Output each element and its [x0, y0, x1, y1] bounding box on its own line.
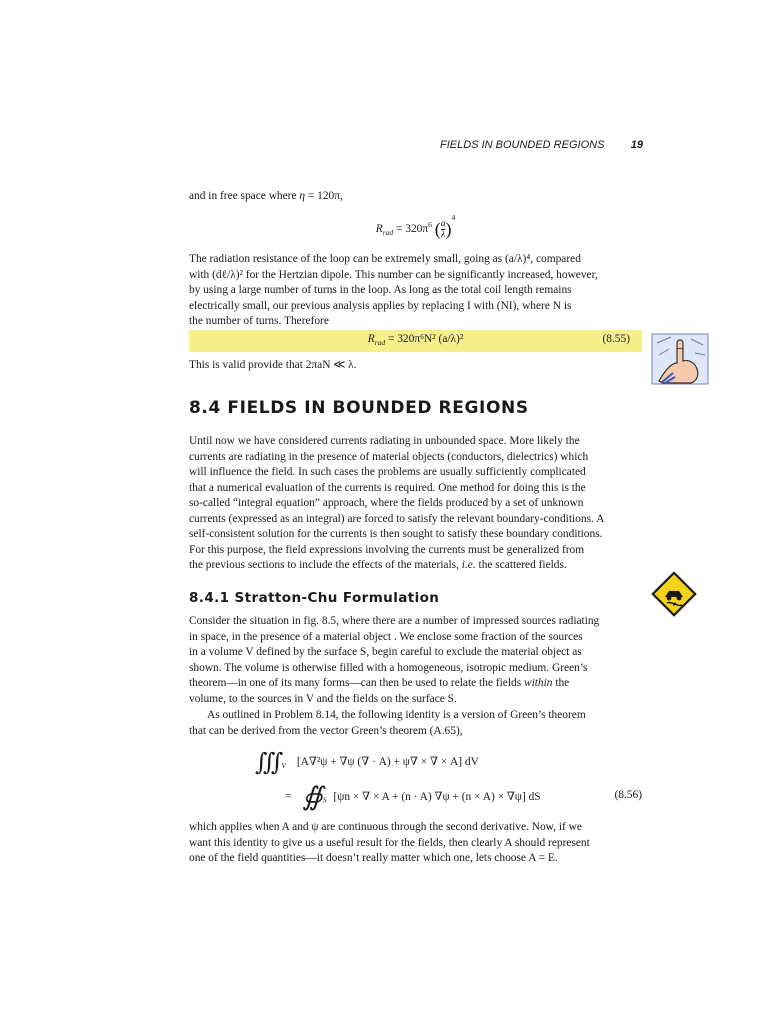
equation-number-8-56: (8.56) — [614, 789, 642, 801]
equation-8-55 — [189, 333, 642, 347]
highlighted-equation-8-55 — [189, 330, 642, 352]
paragraph-line: self-consistent solution for the currents is then sought to satisfy these boundary conditions. — [189, 528, 603, 540]
paragraph-radiation-resistance — [189, 252, 642, 330]
paragraph-line: want this identity to give us a useful result for the fields, then clearly A should represent — [189, 836, 590, 849]
paragraph-line: which applies when A and ψ are continuous through the second derivative. Now, if we — [189, 821, 582, 833]
paragraph-line: in a volume V defined by the surface S, begin careful to exclude the material object as — [189, 646, 582, 658]
paragraph-line — [189, 558, 642, 574]
eq-855-lhs-sub: rad — [374, 338, 386, 347]
eq-855-lhs: R — [367, 333, 375, 345]
page-number: 19 — [630, 139, 643, 151]
running-head — [440, 139, 643, 151]
eq-rrad-lhs-sub: rad — [382, 228, 394, 237]
paragraph-line-tail: the scattered fields. — [475, 559, 567, 571]
paragraph-applies — [189, 820, 642, 867]
subsection-heading: 8.4.1 Stratton-Chu Formulation — [189, 590, 440, 606]
eq-rrad-coef-sup: 6 — [428, 220, 432, 229]
equation-number-8-55: (8.55) — [602, 333, 630, 345]
volume-integrand: [A∇²ψ + ∇ψ (∇ · A) + ψ∇ × ∇ × A] dV — [296, 756, 479, 769]
paragraph-line-lead: theorem—in one of its many forms—can then be used to relate the fields — [189, 677, 524, 689]
paragraph-line: currents are radiating in the presence of material objects (conductors, dielectrics) which — [189, 450, 589, 463]
eq-rrad-lhs: R — [375, 223, 383, 235]
paragraph-line-lead: the previous sections to include the effects of the materials, — [189, 559, 462, 571]
validity-condition: This is valid provide that 2πaN ≪ λ. — [189, 359, 357, 371]
equation-8-56-surface — [285, 782, 642, 812]
paragraph-stratton-chu — [189, 614, 642, 707]
paragraph-line: will influence the field. In such cases the problems are usually sufficiently complicated — [189, 466, 586, 478]
paragraph-line — [189, 676, 642, 692]
paragraph-line: For this purpose, the field expressions involving the currents must be generalized from — [189, 543, 585, 556]
paragraph-line: so-called “integral equation” approach, where the fields produced by a set of unknown — [189, 497, 584, 509]
section-heading: 8.4 FIELDS IN BOUNDED REGIONS — [189, 398, 529, 418]
paragraph-line: shown. The volume is otherwise filled with a homogeneous, isotropic medium. Green’s — [189, 661, 588, 674]
intro-line — [189, 189, 642, 205]
triple-integral-symbol: ∭ — [255, 750, 278, 776]
paragraph-line: Until now we have considered currents radiating in unbounded space. More likely the — [189, 435, 580, 447]
eq-rrad-coef: = 320π — [393, 223, 429, 235]
eq-rrad-frac-num: a — [440, 218, 446, 229]
paragraph-bounded-regions — [189, 434, 642, 574]
eq-rrad-power: 4 — [451, 213, 456, 222]
paragraph-line: The radiation resistance of the loop can be extremely small, going as (a/λ)⁴, compared — [189, 253, 581, 265]
paragraph-line: currents (expressed as an integral) are forced to satisfy the relevant boundary-conditions. A — [189, 512, 605, 525]
surface-integral-symbol: ∯ — [302, 782, 323, 811]
paragraph-line: that can be derived from the vector Green’s theorem (A.65), — [189, 724, 463, 737]
paragraph-line: As outlined in Problem 8.14, the following identity is a version of Green’s theorem — [207, 709, 586, 721]
paragraph-line: one of the field quantities—it doesn’t really matter which one, lets choose A = E. — [189, 852, 558, 864]
eq-855-rhs: = 320π⁶N² (a/λ)² — [385, 333, 464, 345]
paragraph-line: with (dℓ/λ)² for the Hertzian dipole. This number can be significantly increased, however, — [189, 268, 598, 281]
eta-symbol: η — [299, 190, 306, 202]
paragraph-line: by using a large number of turns in the loop. As long as the total coil length remains — [189, 284, 572, 296]
eq-rrad-frac-den: λ — [441, 229, 446, 240]
running-head-title: FIELDS IN BOUNDED REGIONS — [440, 139, 605, 151]
paragraph-outlined — [189, 708, 642, 739]
paragraph-line: electrically small, our previous analysis applies by replacing I with (NI), where N is — [189, 299, 572, 312]
surface-integrand: [ψn × ∇ × A + (n · A) ∇ψ + (n × A) × ∇ψ] dS — [333, 790, 541, 803]
ie-italic: i.e. — [461, 559, 476, 571]
within-italic: within — [523, 677, 553, 689]
paragraph-line: the number of turns. Therefore — [189, 315, 329, 327]
finger-pointing-icon — [651, 333, 709, 385]
volume-subscript: V — [281, 761, 286, 771]
surface-subscript: S — [322, 795, 327, 805]
paragraph-line: that a numerical evaluation of the currents is required. One method for doing this is the — [189, 481, 586, 494]
paragraph-line-tail: the — [552, 677, 570, 689]
equation-8-56-volume — [255, 748, 595, 777]
paragraph-line: volume, to the sources in V and the fields on the surface S. — [189, 692, 457, 705]
paragraph-line: in space, in the presence of a material object . We enclose some fraction of the sources — [189, 630, 583, 643]
equals-sign: = — [285, 790, 292, 803]
intro-line-equals: = 120π, — [305, 190, 343, 202]
intro-line-lead: and in free space where — [189, 190, 300, 202]
equation-rrad: $R_{rad} = 320\pi^6$ ( $\frac{a}{\lambda}$ )$^4$ — [375, 213, 456, 240]
paragraph-line: Consider the situation in fig. 8.5, where there are a number of impressed sources radiating — [189, 615, 600, 627]
warning-road-sign-icon — [651, 571, 697, 617]
